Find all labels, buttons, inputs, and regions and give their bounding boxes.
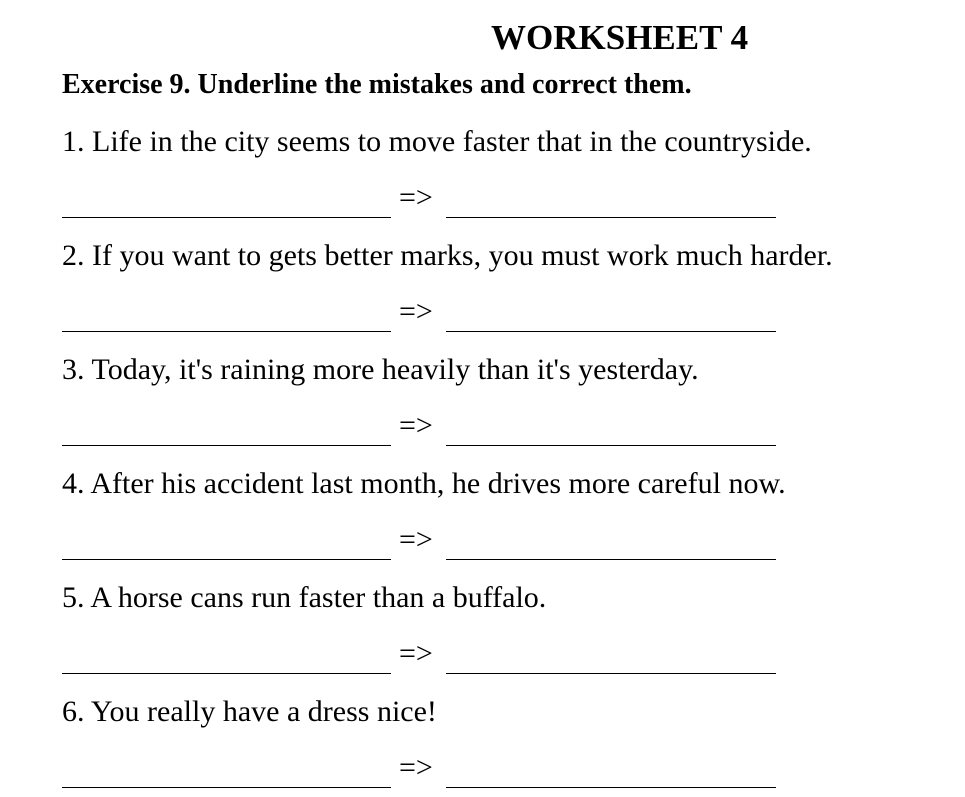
arrow-2: =>: [399, 295, 433, 328]
correction-blank-4[interactable]: [446, 559, 776, 560]
mistake-blank-5[interactable]: [62, 673, 391, 674]
question-3: 3. Today, it's raining more heavily than it's yesterday.: [62, 353, 699, 386]
answer-row-2: [62, 294, 782, 334]
question-4: 4. After his accident last month, he drives more careful now.: [62, 467, 786, 500]
correction-blank-5[interactable]: [446, 673, 776, 674]
answer-row-3: [62, 408, 782, 448]
mistake-blank-2[interactable]: [62, 331, 391, 332]
correction-blank-1[interactable]: [446, 217, 776, 218]
arrow-5: =>: [399, 637, 433, 670]
question-5: 5. A horse cans run faster than a buffalo.: [62, 581, 547, 614]
arrow-4: =>: [399, 523, 433, 556]
correction-blank-3[interactable]: [446, 445, 776, 446]
mistake-blank-1[interactable]: [62, 217, 391, 218]
question-2: 2. If you want to gets better marks, you must work much harder.: [62, 239, 833, 272]
correction-blank-2[interactable]: [446, 331, 776, 332]
exercise-instruction: Exercise 9. Underline the mistakes and correct them.: [62, 69, 692, 100]
arrow-1: =>: [399, 181, 433, 214]
arrow-6: =>: [399, 751, 433, 784]
mistake-blank-4[interactable]: [62, 559, 391, 560]
answer-row-4: [62, 522, 782, 562]
answer-row-6: [62, 750, 782, 790]
question-1: 1. Life in the city seems to move faster that in the countryside.: [62, 125, 812, 158]
arrow-3: =>: [399, 409, 433, 442]
correction-blank-6[interactable]: [446, 787, 776, 788]
answer-row-5: [62, 636, 782, 676]
mistake-blank-3[interactable]: [62, 445, 391, 446]
worksheet-title: WORKSHEET 4: [491, 18, 749, 57]
mistake-blank-6[interactable]: [62, 787, 391, 788]
answer-row-1: [62, 180, 782, 220]
question-6: 6. You really have a dress nice!: [62, 695, 437, 728]
